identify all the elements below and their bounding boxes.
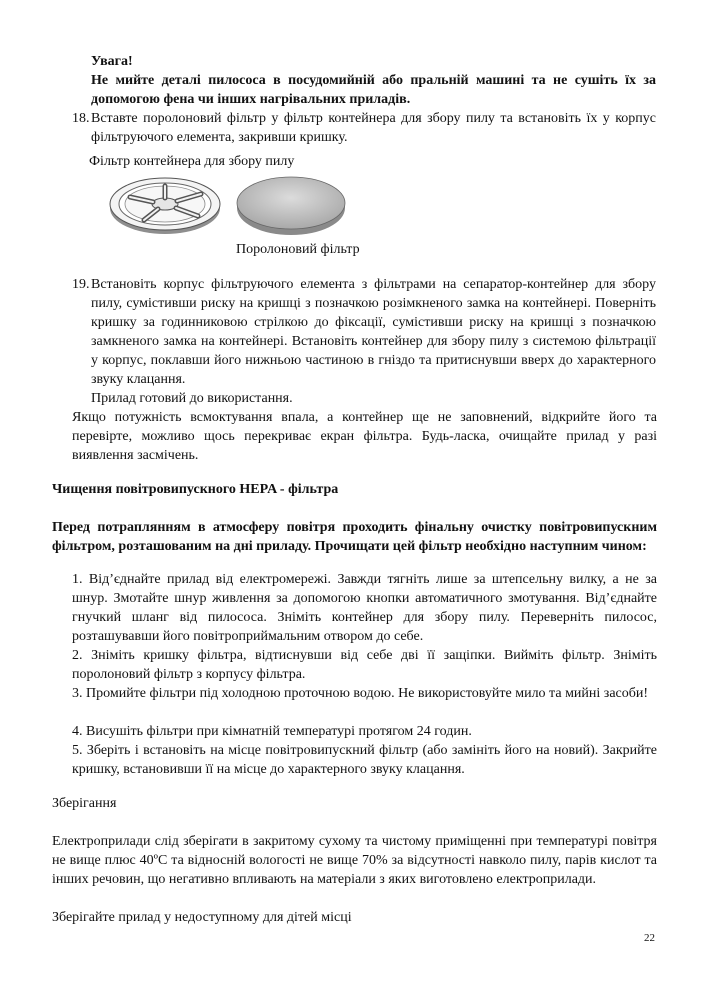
step-19-number: 19. <box>72 277 90 292</box>
figure-caption-foam-filter: Поролоновий фільтр <box>236 242 360 257</box>
storage-heading: Зберігання <box>52 796 117 811</box>
hepa-intro: Перед потраплянням в атмосферу повітря проходить фінальну очистку повітровипускним фільтром, розташованим на дні приладу. Прочищати цей фільтр необхідно наступним чином: <box>52 520 657 554</box>
warning-text: Не мийте деталі пилососа в посудомийній або пральній машині та не сушіть їх за допомогою фена чи інших нагрівальних приладів. <box>91 73 656 107</box>
figure-caption-container-filter: Фільтр контейнера для збору пилу <box>89 154 295 169</box>
hepa-heading: Чищення повітровипускного HEPA - фільтра <box>52 482 339 497</box>
step-18-text: Вставте поролоновий фільтр у фільтр контейнера для збору пилу та встановіть їх у корпус фільтруючого елемента, закривши кришку. <box>91 111 656 145</box>
hepa-step-1: 1. Від’єднайте прилад від електромережі. Завжди тягніть лише за штепсельну вилку, а не за шнур. Змотайте шнур живлення за допомогою кнопки автоматичного змотування. Від’єднайте гнучкий шланг від пилососа. Зніміть контейнер для збору пилу. Переверніть пилосос, розташувавши його повітроприймальним отвором до себе. <box>72 572 657 644</box>
page-number: 22 <box>644 932 655 944</box>
step-18-number: 18. <box>72 111 90 126</box>
hepa-step-2: 2. Зніміть кришку фільтра, відтиснувши від себе дві її защіпки. Вийміть фільтр. Зніміть поролоновий фільтр з корпусу фільтра. <box>72 648 657 682</box>
hepa-step-5: 5. Зберіть і встановіть на місце повітровипускний фільтр (або замініть його на новий). Закрийте кришку, встановивши її на місце до характерного звуку клацання. <box>72 743 657 777</box>
step-19-text: Встановіть корпус фільтруючого елемента з фільтрами на сепаратор-контейнер для збору пилу, сумістивши риску на кришці з позначкою розімкненого замка на контейнері. Поверніть кришку за годинниковою стрілкою до фіксації, сумістивши риску на кришці з позначкою замкненого замка на контейнері. Встановіть контейнер для збору пилу з системою фільтрації у корпус, поклавши його нижньою частиною в гніздо та притиснувши вверх до характерного звуку клацання. <box>91 277 656 387</box>
storage-text: Електроприлади слід зберігати в закритому сухому та чистому приміщенні при температурі повітря не вище плюс 40ºС та відносній вологості не вище 70% за відсутності навколо пилу, парів кислот та інших речовин, що негативно впливають на матеріали з яких виготовлено електроприлади. <box>52 834 657 887</box>
foam-filter-icon <box>237 177 345 235</box>
step-19-ready: Прилад готовий до використання. <box>91 391 293 406</box>
suction-power-note: Якщо потужність всмоктування впала, а контейнер ще не заповнений, відкрийте його та перевірте, можливо щось перекриває екран фільтра. Будь-ласка, очищайте прилад у разі виявлення засмічень. <box>72 410 657 463</box>
filters-illustration <box>106 172 351 240</box>
hepa-step-3: 3. Промийте фільтри під холодною проточною водою. Не використовуйте мило та мийні засоби! <box>72 686 649 701</box>
hepa-step-4: 4. Висушіть фільтри при кімнатній температурі протягом 24 годин. <box>72 724 472 739</box>
container-filter-icon <box>110 178 220 234</box>
storage-note: Зберігайте прилад у недоступному для дітей місці <box>52 910 352 925</box>
warning-title: Увага! <box>91 54 133 69</box>
